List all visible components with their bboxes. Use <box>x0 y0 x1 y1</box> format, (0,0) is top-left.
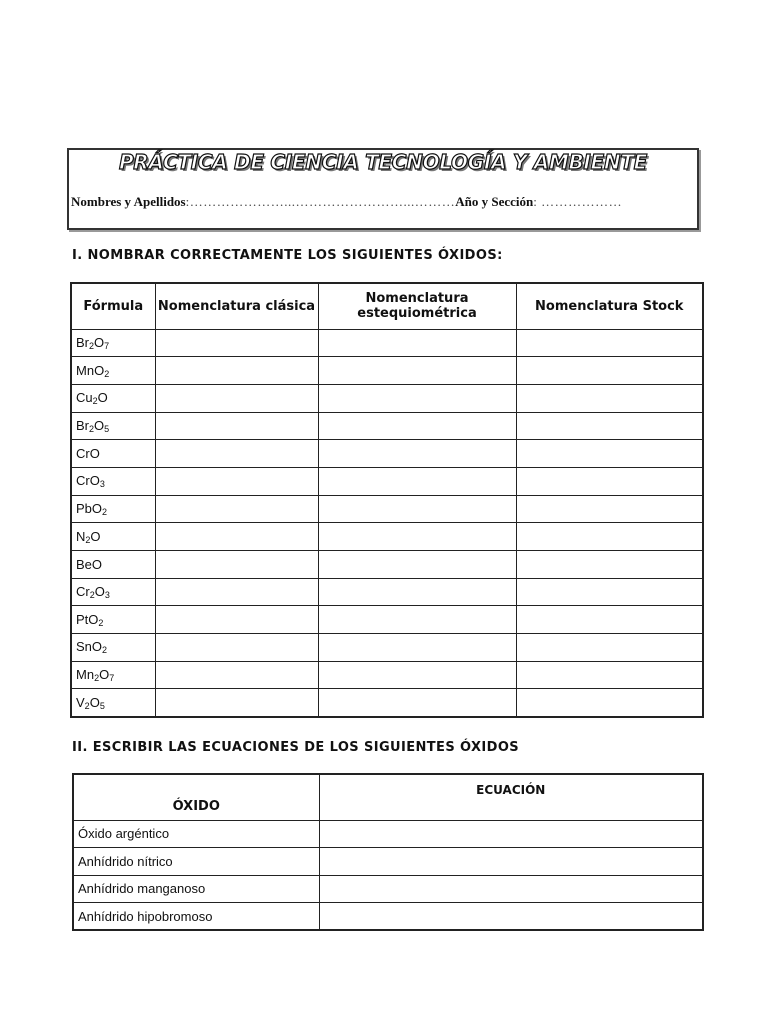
formula-cell <box>71 412 155 440</box>
equation-answer-cell[interactable] <box>319 848 703 876</box>
formula-cell <box>71 467 155 495</box>
formula-subscript: 2 <box>89 340 95 351</box>
answer-stock-cell[interactable] <box>516 384 703 412</box>
table-row <box>71 523 703 551</box>
formula-cell <box>71 578 155 606</box>
formula-subscript: 2 <box>89 423 95 434</box>
answer-stock-cell[interactable] <box>516 634 703 662</box>
answer-estequiometrica-cell[interactable] <box>318 495 516 523</box>
formula-cell <box>71 440 155 468</box>
answer-stock-cell[interactable] <box>516 689 703 717</box>
table-row <box>73 820 703 848</box>
formula-element: Br <box>76 334 89 350</box>
answer-clasica-cell[interactable] <box>155 412 318 440</box>
answer-stock-cell[interactable] <box>516 578 703 606</box>
answer-stock-cell[interactable] <box>516 523 703 551</box>
formula-cell <box>71 357 155 385</box>
answer-clasica-cell[interactable] <box>155 634 318 662</box>
col-header-clasica: Nomenclatura clásica <box>155 283 318 329</box>
answer-estequiometrica-cell[interactable] <box>318 578 516 606</box>
col-header-estequiometrica: Nomenclatura estequiométrica <box>318 283 516 329</box>
answer-estequiometrica-cell[interactable] <box>318 606 516 634</box>
formula-element: O <box>94 334 105 350</box>
answer-stock-cell[interactable] <box>516 551 703 579</box>
formula-subscript: 2 <box>85 534 91 545</box>
answer-stock-cell[interactable] <box>516 357 703 385</box>
table-row <box>71 634 703 662</box>
formula-element: N <box>76 528 86 544</box>
answer-clasica-cell[interactable] <box>155 440 318 468</box>
col-header-ecuacion: ECUACIÓN <box>319 774 703 820</box>
col-header-oxido: ÓXIDO <box>73 774 319 820</box>
answer-estequiometrica-cell[interactable] <box>318 634 516 662</box>
answer-clasica-cell[interactable] <box>155 357 318 385</box>
oxide-name-cell: Anhídrido hipobromoso <box>73 903 319 931</box>
table-row <box>71 551 703 579</box>
oxide-name-cell: Anhídrido manganoso <box>73 875 319 903</box>
table-row <box>71 467 703 495</box>
formula-cell <box>71 661 155 689</box>
col-header-formula: Fórmula <box>71 283 155 329</box>
table-header-row <box>71 283 703 329</box>
answer-stock-cell[interactable] <box>516 606 703 634</box>
formula-cell <box>71 329 155 357</box>
formula-element: SnO <box>76 639 103 655</box>
table-row <box>71 495 703 523</box>
formula-element: Mn <box>76 667 95 683</box>
table-row <box>73 875 703 903</box>
equation-answer-cell[interactable] <box>319 903 703 931</box>
answer-stock-cell[interactable] <box>516 467 703 495</box>
formula-cell <box>71 689 155 717</box>
formula-element: Mn <box>76 362 95 378</box>
oxides-naming-table <box>70 282 704 718</box>
table-row <box>71 412 703 440</box>
formula-element: CrO <box>76 473 100 489</box>
answer-stock-cell[interactable] <box>516 440 703 468</box>
table-row <box>73 848 703 876</box>
table-row <box>71 440 703 468</box>
answer-stock-cell[interactable] <box>516 495 703 523</box>
table-row <box>73 903 703 931</box>
formula-cell <box>71 606 155 634</box>
formula-subscript: 2 <box>94 673 100 684</box>
formula-element: O <box>94 362 105 378</box>
formula-subscript: 2 <box>102 645 108 656</box>
equation-answer-cell[interactable] <box>319 875 703 903</box>
answer-clasica-cell[interactable] <box>155 689 318 717</box>
answer-estequiometrica-cell[interactable] <box>318 412 516 440</box>
equations-table <box>72 773 704 931</box>
answer-estequiometrica-cell[interactable] <box>318 661 516 689</box>
equation-answer-cell[interactable] <box>319 820 703 848</box>
formula-element: O <box>94 417 105 433</box>
formula-element: Cu <box>76 390 93 406</box>
name-field[interactable]: :…………………...……………………...……… <box>185 194 456 209</box>
table2-header-row <box>73 774 703 820</box>
formula-element: PtO <box>76 611 99 627</box>
formula-subscript: 5 <box>99 700 105 711</box>
answer-clasica-cell[interactable] <box>155 578 318 606</box>
formula-element: Br <box>76 417 89 433</box>
formula-element: O <box>97 390 108 406</box>
table-row <box>71 384 703 412</box>
col-header-stock: Nomenclatura Stock <box>516 283 703 329</box>
section-label: Año y Sección <box>455 194 534 209</box>
answer-estequiometrica-cell[interactable] <box>318 689 516 717</box>
equations-table-body <box>73 820 703 930</box>
table-row <box>71 578 703 606</box>
formula-subscript: 2 <box>98 617 104 628</box>
formula-element: O <box>99 667 110 683</box>
formula-subscript: 3 <box>99 479 105 490</box>
section2-heading: II. ESCRIBIR LAS ECUACIONES DE LOS SIGUIENTES ÓXIDOS <box>72 740 520 755</box>
answer-estequiometrica-cell[interactable] <box>318 551 516 579</box>
table-row <box>71 661 703 689</box>
formula-subscript: 2 <box>84 700 90 711</box>
table-row <box>71 329 703 357</box>
answer-clasica-cell[interactable] <box>155 329 318 357</box>
formula-subscript: 2 <box>104 368 110 379</box>
oxide-name-cell: Óxido argéntico <box>73 820 319 848</box>
formula-element: O <box>94 584 105 600</box>
formula-subscript: 5 <box>104 423 110 434</box>
formula-cell <box>71 384 155 412</box>
answer-estequiometrica-cell[interactable] <box>318 523 516 551</box>
formula-cell <box>71 495 155 523</box>
name-line <box>71 194 691 210</box>
formula-element: PbO <box>76 500 103 516</box>
section-field[interactable]: : ……………… <box>533 194 623 209</box>
answer-estequiometrica-cell[interactable] <box>318 357 516 385</box>
formula-element: O <box>89 694 100 710</box>
answer-stock-cell[interactable] <box>516 329 703 357</box>
formula-cell <box>71 523 155 551</box>
page-title: PRÁCTICA DE CIENCIA TECNOLOGÍA Y AMBIENTE <box>118 150 648 174</box>
answer-stock-cell[interactable] <box>516 412 703 440</box>
table-row <box>71 689 703 717</box>
formula-subscript: 2 <box>102 506 108 517</box>
formula-element: V <box>76 694 85 710</box>
formula-subscript: 2 <box>92 396 98 407</box>
answer-stock-cell[interactable] <box>516 661 703 689</box>
oxide-name-cell: Anhídrido nítrico <box>73 848 319 876</box>
answer-estequiometrica-cell[interactable] <box>318 440 516 468</box>
formula-subscript: 3 <box>104 590 110 601</box>
formula-element: Cr <box>76 584 90 600</box>
table-row <box>71 606 703 634</box>
answer-clasica-cell[interactable] <box>155 661 318 689</box>
formula-cell <box>71 551 155 579</box>
answer-clasica-cell[interactable] <box>155 384 318 412</box>
formula-element: O <box>90 528 101 544</box>
header-box <box>67 148 699 230</box>
name-label: Nombres y Apellidos <box>71 194 186 209</box>
answer-estequiometrica-cell[interactable] <box>318 329 516 357</box>
oxides-table-body <box>71 329 703 717</box>
formula-subscript: 7 <box>109 673 115 684</box>
formula-subscript: 2 <box>89 590 95 601</box>
answer-clasica-cell[interactable] <box>155 606 318 634</box>
answer-estequiometrica-cell[interactable] <box>318 467 516 495</box>
answer-estequiometrica-cell[interactable] <box>318 384 516 412</box>
formula-subscript: 7 <box>104 340 110 351</box>
answer-clasica-cell[interactable] <box>155 523 318 551</box>
table-row <box>71 357 703 385</box>
answer-clasica-cell[interactable] <box>155 495 318 523</box>
formula-element: BeO <box>76 556 103 572</box>
formula-element: CrO <box>76 446 100 462</box>
formula-cell <box>71 634 155 662</box>
answer-clasica-cell[interactable] <box>155 551 318 579</box>
section1-heading: I. NOMBRAR CORRECTAMENTE LOS SIGUIENTES ÓXIDOS: <box>72 248 503 263</box>
answer-clasica-cell[interactable] <box>155 467 318 495</box>
